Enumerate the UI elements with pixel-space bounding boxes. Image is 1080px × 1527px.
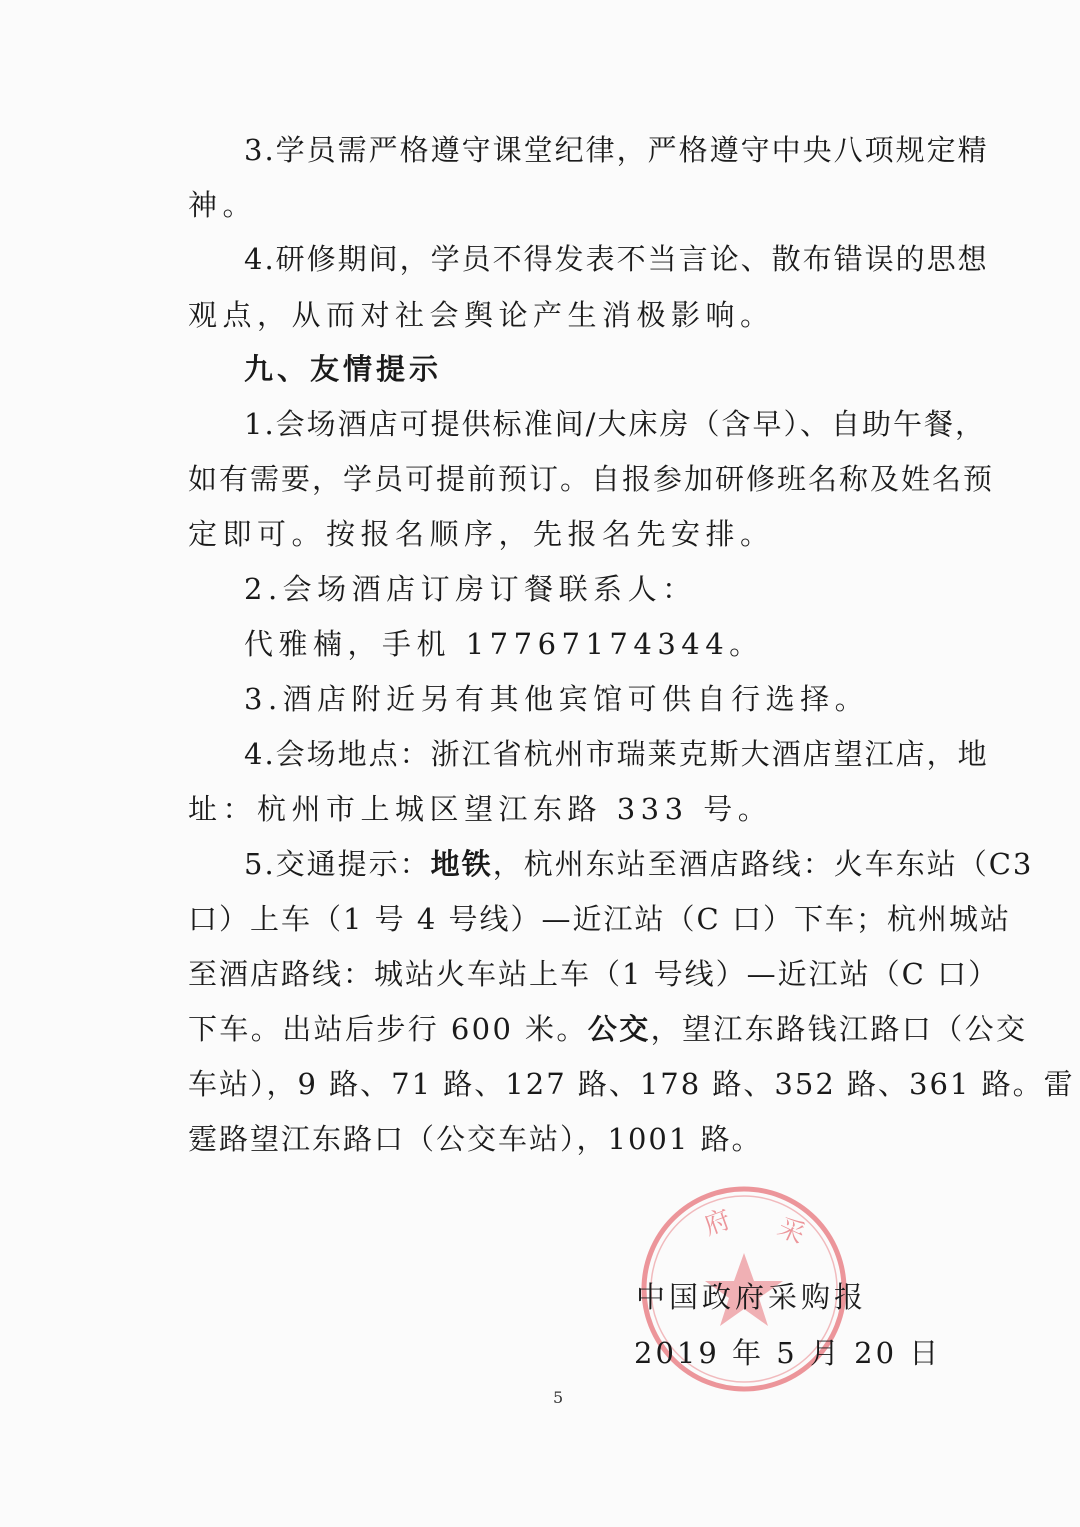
subway-label: 地铁 xyxy=(430,847,493,881)
tip-5-line-1-rest: ，杭州东站至酒店路线：火车东站（C3 xyxy=(492,847,1034,881)
rule-3-line-2: 神。 xyxy=(188,188,258,222)
section-heading: 九、友情提示 xyxy=(244,352,443,386)
tip-4-line-2: 址：杭州市上城区望江东路 333 号。 xyxy=(188,792,773,826)
tip-1-line-2: 如有需要，学员可提前预订。自报参加研修班名称及姓名预 xyxy=(188,462,995,496)
bus-label: 公交 xyxy=(587,1012,651,1046)
rule-4-line-1: 4.研修期间，学员不得发表不当言论、散布错误的思想 xyxy=(244,242,989,276)
signature-organization: 中国政府采购报 xyxy=(636,1280,868,1314)
tip-5-line-4-rest: ，望江东路钱江路口（公交 xyxy=(650,1012,1028,1046)
tip-5-line-4-start: 下车。出站后步行 600 米。 xyxy=(188,1012,588,1046)
seal-char-1: 府 xyxy=(700,1204,735,1242)
tip-4-line-1: 4.会场地点：浙江省杭州市瑞莱克斯大酒店望江店，地 xyxy=(244,737,989,771)
seal-char-2: 采 xyxy=(773,1212,810,1251)
tip-5-line-1 xyxy=(244,844,1033,884)
tip-5-line-6: 霆路望江东路口（公交车站），1001 路。 xyxy=(188,1122,763,1156)
tip-3-line-1: 3.酒店附近另有其他宾馆可供自行选择。 xyxy=(244,682,870,716)
tip-5-line-3: 至酒店路线：城站火车站上车（1 号线）—近江站（C 口） xyxy=(188,957,1000,991)
tip-5-line-4 xyxy=(188,1009,1027,1049)
signature-date: 2019 年 5 月 20 日 xyxy=(634,1336,942,1370)
rule-4-line-2: 观点，从而对社会舆论产生消极影响。 xyxy=(188,298,775,332)
tip-2-line-1: 2.会场酒店订房订餐联系人： xyxy=(244,572,697,606)
tip-1-line-3: 定即可。按报名顺序，先报名先安排。 xyxy=(188,517,775,551)
tip-2-contact: 代雅楠，手机 17767174344。 xyxy=(244,627,764,661)
tip-5-label: 5.交通提示： xyxy=(244,847,431,881)
tip-5-line-2: 口）上车（1 号 4 号线）—近江站（C 口）下车；杭州城站 xyxy=(188,902,1011,936)
page-number: 5 xyxy=(553,1388,564,1407)
rule-3-line-1: 3.学员需严格遵守课堂纪律，严格遵守中央八项规定精 xyxy=(244,133,989,167)
tip-1-line-1: 1.会场酒店可提供标准间/大床房（含早）、自助午餐， xyxy=(244,407,986,441)
tip-5-line-5: 车站），9 路、71 路、127 路、178 路、352 路、361 路。雷 xyxy=(188,1067,1075,1101)
